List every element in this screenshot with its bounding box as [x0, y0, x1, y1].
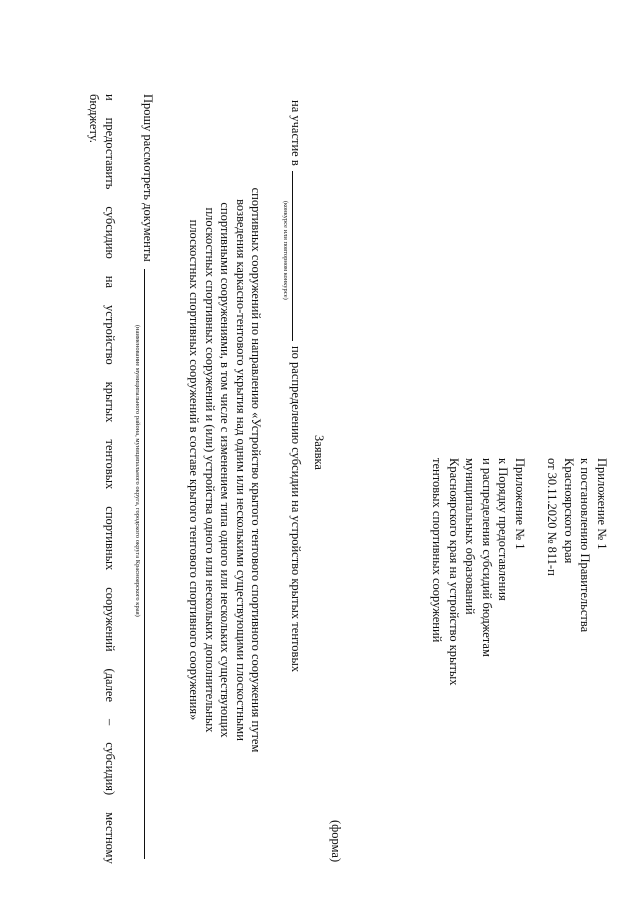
closing-word: крытых: [103, 381, 117, 423]
contest-type-caption: (конкурсе или повторном конкурсе): [282, 200, 289, 300]
contest-type-field[interactable]: [282, 171, 304, 341]
closing-word: на: [103, 275, 117, 289]
description-line: спортивных сооружений по направлению «Устройство крытого тентового спортивного сооружения путем: [249, 187, 263, 753]
order-line: к Порядку предоставления: [496, 458, 511, 601]
contest-type-blank: [292, 171, 304, 341]
resolution-line: к постановлению Правительства: [578, 458, 593, 633]
form-label: (форма): [329, 820, 343, 863]
description-line: спортивными сооружениями, в том числе с изменением типа одного или нескольких существующих: [218, 202, 233, 738]
municipality-blank: [144, 269, 156, 859]
request-line: [134, 94, 156, 864]
appendix-spacer: [528, 458, 544, 686]
closing-word: устройство: [103, 305, 117, 365]
municipality-caption: (наименование муниципального района, муниципального округа, городского округа Красноярского края): [134, 324, 141, 617]
document-title: Заявка: [312, 435, 326, 470]
order-line: Красноярского края на устройство крытых: [447, 458, 461, 686]
order-line: муниципальных образований: [463, 458, 478, 615]
closing-word: –: [103, 718, 117, 726]
resolution-line: Красноярского края: [562, 458, 576, 564]
closing-paragraph: [86, 94, 118, 864]
closing-word: субсидия): [103, 742, 117, 796]
order-line: Приложение № 1: [513, 458, 527, 550]
request-text: Прошу рассмотреть документы: [141, 94, 155, 262]
resolution-line: Приложение № 1: [595, 458, 609, 550]
appendix-block: [429, 458, 610, 686]
resolution-line: от 30.11.2020 № 811-п: [545, 458, 560, 576]
closing-word: и: [103, 94, 117, 101]
order-appendix: [429, 458, 528, 686]
closing-word: субсидию: [103, 206, 117, 259]
closing-word: спортивных: [103, 506, 117, 571]
description-line: возведения каркасно-тентового укрытия над одним или несколькими существующими плоскостными: [233, 199, 248, 741]
participation-prefix: на участие в: [289, 100, 303, 166]
description-line: плоскостных спортивных сооружений и (или) устройства одного или нескольких дополнительных: [202, 207, 217, 733]
order-line: и распределения субсидий бюджетам: [480, 458, 494, 657]
municipality-field[interactable]: [134, 269, 156, 859]
closing-word: сооружений: [103, 587, 117, 652]
description-line: плоскостных спортивных сооружений в составе крытого тентового спортивного сооружения»: [187, 219, 202, 721]
closing-last-line: бюджету.: [87, 94, 101, 143]
closing-word: тентовых: [103, 439, 117, 490]
resolution-appendix: [544, 458, 610, 686]
order-line: тентовых спортивных сооружений: [430, 458, 445, 643]
closing-word: (далее: [103, 668, 117, 702]
participation-suffix: по распределению субсидии на устройство крытых тентовых: [289, 345, 303, 673]
closing-justified-line: [102, 94, 118, 864]
direction-description: [186, 110, 263, 830]
participation-line: [282, 100, 304, 870]
closing-word: предоставить: [103, 117, 117, 190]
closing-word: местному: [103, 812, 117, 864]
